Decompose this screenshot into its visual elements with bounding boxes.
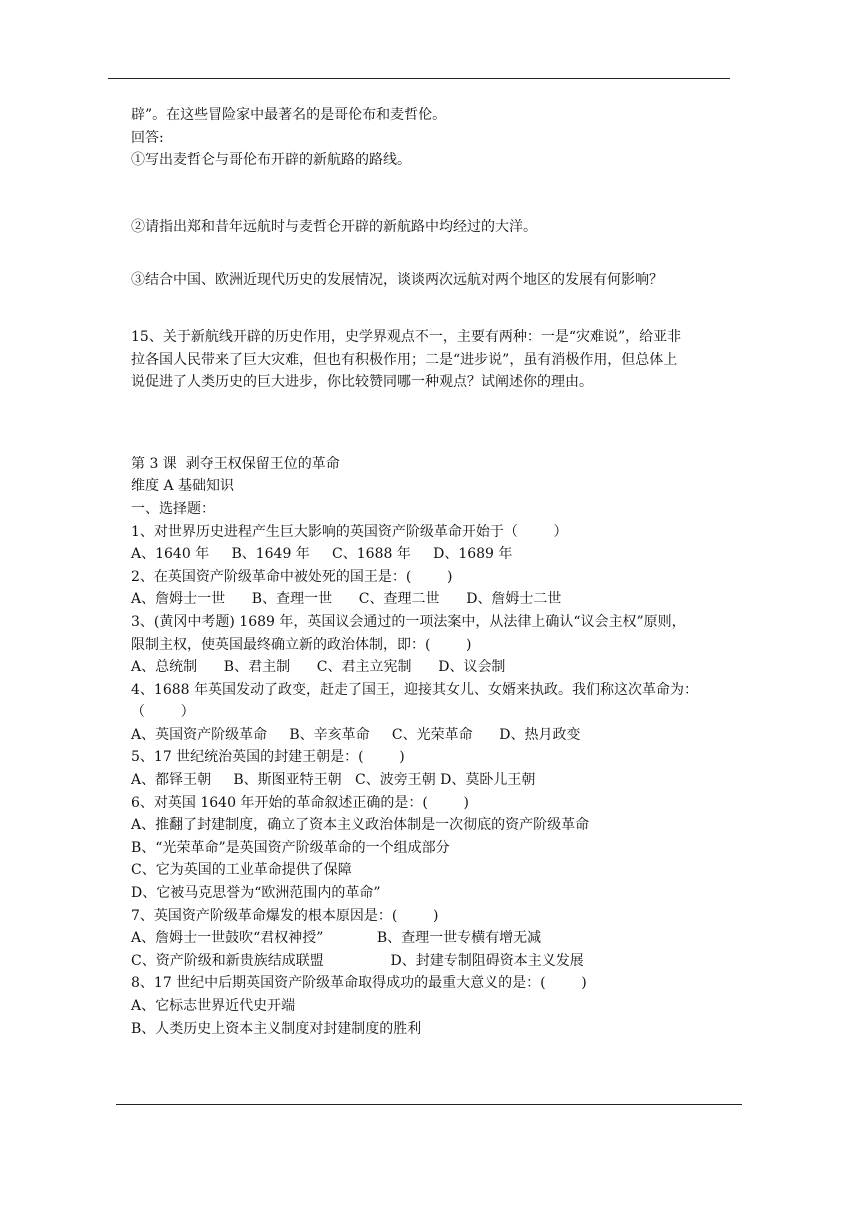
sub-question-1: ①写出麦哲仑与哥伦布开辟的新航路的路线。 [131, 152, 411, 169]
question-stem: 7、英国资产阶级革命爆发的根本原因是：( ) [131, 907, 439, 924]
answer-label: 回答: [131, 129, 164, 146]
option-d: D、它被马克思誉为“欧洲范围内的革命” [131, 885, 381, 902]
question-stem: 2、在英国资产阶级革命中被处死的国王是：( ) [131, 568, 453, 585]
question-options: A、都铎王朝 B、斯图亚特王朝 C、波旁王朝 D、莫卧儿王朝 [131, 772, 536, 789]
sub-question-3: ③结合中国、欧洲近现代历史的发展情况，谈谈两次远航对两个地区的发展有何影响？ [131, 272, 663, 289]
question-stem: （ ） [131, 704, 195, 721]
question-stem: 4、1688 年英国发动了政变，赶走了国王，迎接其女儿、女婿来执政。我们称这次革命为： [131, 681, 698, 698]
question-15-line: 15、关于新航线开辟的历史作用，史学界观点不一，主要有两种：一是“灾难说”，给亚非 [131, 328, 682, 345]
question-options: A、总统制 B、君主制 C、君主立宪制 D、议会制 [131, 659, 506, 676]
lesson-title: 第 3 课 剥夺王权保留王位的革命 [131, 455, 340, 472]
option-b: B、人类历史上资本主义制度对封建制度的胜利 [131, 1020, 422, 1037]
question-15-line: 拉各国人民带来了巨大灾难，但也有积极作用；二是“进步说”，虽有消极作用，但总体上 [131, 351, 678, 368]
option-b: B、“光荣革命”是英国资产阶级革命的一个组成部分 [131, 839, 450, 856]
question-options: C、资产阶级和新贵族结成联盟 D、封建专制阻碍资本主义发展 [131, 952, 584, 969]
question-2 [131, 566, 735, 611]
header-rule [108, 78, 730, 79]
question-5 [131, 746, 735, 791]
option-c: C、它为英国的工业革命提供了保障 [131, 862, 352, 879]
question-stem: 1、对世界历史进程产生巨大影响的英国资产阶级革命开始于（ ） [131, 523, 568, 540]
question-7 [131, 905, 735, 973]
document-body [131, 104, 735, 1040]
question-stem: 6、对英国 1640 年开始的革命叙述正确的是：( ) [131, 794, 469, 811]
question-1 [131, 521, 735, 566]
dimension-heading: 维度 A 基础知识 [131, 478, 235, 495]
answer-space [131, 172, 735, 216]
answer-space [131, 292, 735, 326]
question-15-line: 说促进了人类历史的巨大进步，你比较赞同哪一种观点？试阐述你的理由。 [131, 374, 593, 391]
question-stem: 3、(黄冈中考题) 1689 年，英国议会通过的一项法案中，从法律上确认“议会主权”原则， [131, 613, 686, 630]
question-stem: 限制主权，使英国最终确立新的政治体制，即：( ) [131, 636, 472, 653]
answer-space [131, 394, 735, 453]
question-options: A、詹姆士一世鼓吹“君权神授” B、查理一世专横有增无减 [131, 930, 542, 947]
question-stem: 5、17 世纪统治英国的封建王朝是：( ) [131, 749, 405, 766]
question-3 [131, 611, 735, 679]
sub-question-2: ②请指出郑和昔年远航时与麦哲仑开辟的新航路中均经过的大洋。 [131, 218, 537, 235]
answer-space [131, 238, 735, 269]
section-heading: 一、选择题： [131, 500, 215, 517]
question-6 [131, 792, 735, 905]
question-8 [131, 972, 735, 1040]
question-4 [131, 679, 735, 747]
option-a: A、它标志世界近代史开端 [131, 998, 296, 1014]
question-stem: 8、17 世纪中后期英国资产阶级革命取得成功的最重大意义的是：( ) [131, 975, 587, 992]
question-options: A、英国资产阶级革命 B、辛亥革命 C、光荣革命 D、热月政变 [131, 726, 581, 743]
option-a: A、推翻了封建制度，确立了资本主义政治体制是一次彻底的资产阶级革命 [131, 817, 590, 834]
question-options: A、1640 年 B、1649 年 C、1688 年 D、1689 年 [131, 546, 513, 563]
intro-line: 辟”。在这些冒险家中最著名的是哥伦布和麦哲伦。 [131, 107, 447, 123]
footer-rule [116, 1104, 742, 1105]
question-options: A、詹姆士一世 B、查理一世 C、查理二世 D、詹姆士二世 [131, 591, 562, 608]
